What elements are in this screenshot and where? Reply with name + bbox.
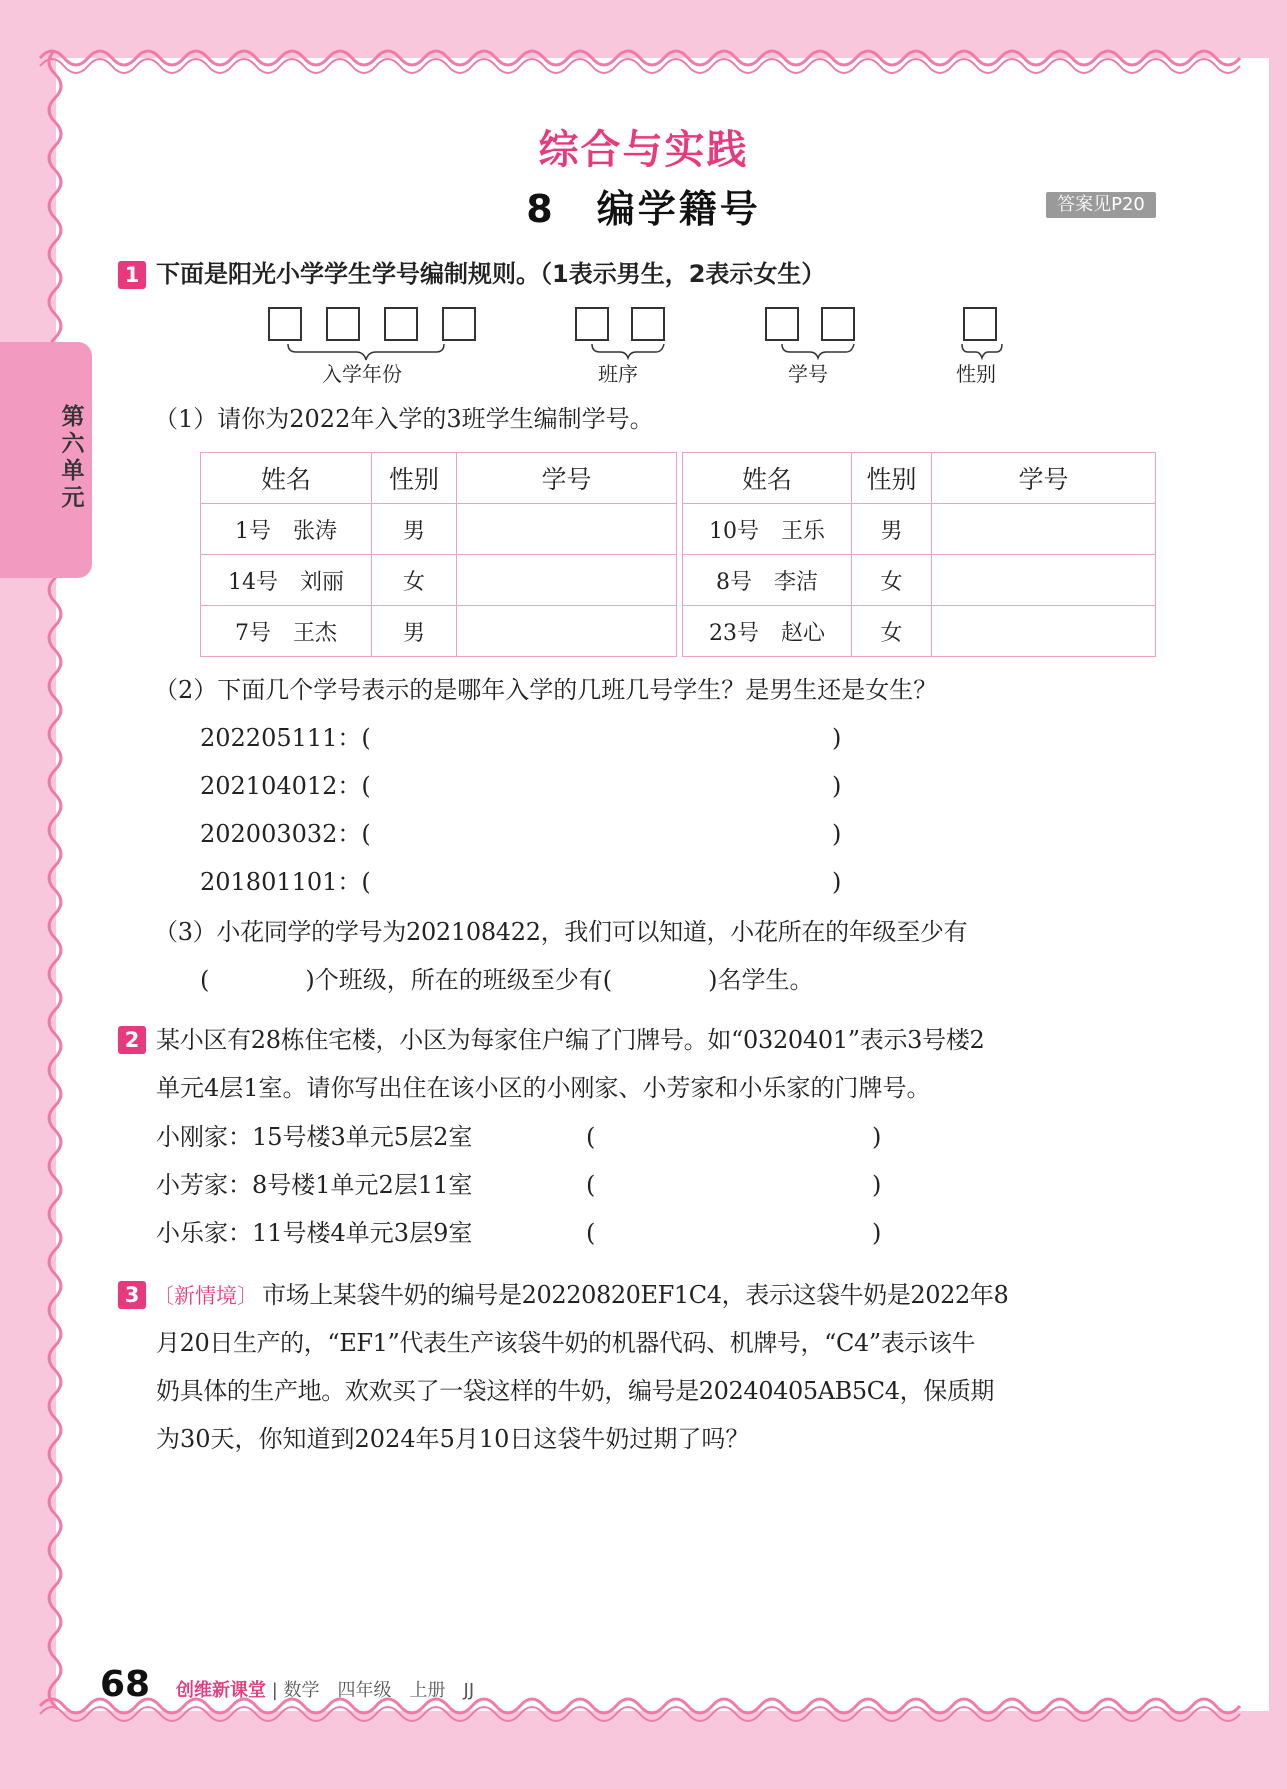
q3-line4: 为30天，你知道到2024年5月10日这袋牛奶过期了吗？ xyxy=(156,1425,750,1453)
student-gender: 女 xyxy=(372,555,457,606)
close-paren: ) xyxy=(872,1219,882,1247)
q2-item-xiaogang: 小刚家：15号楼3单元5层2室 xyxy=(156,1123,473,1151)
q3-line2: 月20日生产的，“EF1”代表生产该袋牛奶的机器代码、机牌号，“C4”表示该牛 xyxy=(156,1329,976,1357)
diagram-braces xyxy=(0,0,1287,380)
question-number-2: 2 xyxy=(118,1026,146,1054)
unit-side-tab-label: 第六单元 xyxy=(61,404,85,511)
student-name: 10号 王乐 xyxy=(683,504,852,555)
q1-stem-text: 下面是阳光小学学生学号编制规则。（1表示男生，2表示女生） xyxy=(156,260,826,288)
q2-line1: 某小区有28栋住宅楼，小区为每家住户编了门牌号。如“0320401”表示3号楼2 xyxy=(156,1026,985,1054)
table-row xyxy=(201,606,677,657)
q2-item-xiaole: 小乐家：11号楼4单元3层9室 xyxy=(156,1219,473,1247)
student-gender: 男 xyxy=(372,606,457,657)
door-number-answer-blank[interactable] xyxy=(602,1169,866,1201)
footer-brand: 创维新课堂 xyxy=(176,1680,266,1701)
student-id-answer-cell[interactable] xyxy=(932,606,1156,657)
student-gender: 男 xyxy=(372,504,457,555)
q3-answer-area[interactable] xyxy=(156,1470,1156,1640)
student-gender: 女 xyxy=(852,606,932,657)
id-close-paren: ) xyxy=(832,772,842,800)
id-item: 202104012：( xyxy=(200,772,371,800)
q1-sub3-line2: ( )个班级，所在的班级至少有( )名学生。 xyxy=(200,966,814,994)
id-answer-blank[interactable] xyxy=(362,818,822,850)
answer-reference-badge: 答案见P20 xyxy=(1046,192,1156,218)
id-close-paren: ) xyxy=(832,820,842,848)
id-close-paren: ) xyxy=(832,868,842,896)
open-paren: ( xyxy=(586,1171,596,1199)
q2-line2: 单元4层1室。请你写出住在该小区的小刚家、小芳家和小乐家的门牌号。 xyxy=(156,1074,931,1102)
page-number: 68 xyxy=(100,1664,151,1705)
door-number-answer-blank[interactable] xyxy=(602,1121,866,1153)
student-name: 23号 赵心 xyxy=(683,606,852,657)
id-answer-blank[interactable] xyxy=(362,866,822,898)
student-id-answer-cell[interactable] xyxy=(932,555,1156,606)
id-answer-blank[interactable] xyxy=(362,770,822,802)
open-paren: ( xyxy=(586,1123,596,1151)
lesson-title: 8 编学籍号 xyxy=(526,187,761,231)
close-paren: ) xyxy=(872,1123,882,1151)
q1-sub3-line1: （3）小花同学的学号为202108422，我们可以知道，小花所在的年级至少有 xyxy=(154,918,968,946)
header-id: 学号 xyxy=(457,453,677,504)
header-gender: 性别 xyxy=(852,453,932,504)
q3-line1: 市场上某袋牛奶的编号是20220820EF1C4，表示这袋牛奶是2022年8 xyxy=(262,1281,1009,1309)
q3-line3: 奶具体的生产地。欢欢买了一袋这样的牛奶，编号是20240405AB5C4，保质期 xyxy=(156,1377,995,1405)
id-item: 202205111：( xyxy=(200,724,371,752)
header-name: 姓名 xyxy=(201,453,372,504)
label-student-number: 学号 xyxy=(788,362,828,386)
student-id-table-right xyxy=(682,452,1156,657)
label-enrollment-year: 入学年份 xyxy=(322,362,402,386)
table-row xyxy=(683,606,1156,657)
section-title: 综合与实践 xyxy=(538,127,749,173)
table-row xyxy=(683,555,1156,606)
table-row xyxy=(201,555,677,606)
student-id-answer-cell[interactable] xyxy=(932,504,1156,555)
open-paren: ( xyxy=(586,1219,596,1247)
student-gender: 男 xyxy=(852,504,932,555)
table-row xyxy=(201,504,677,555)
student-id-answer-cell[interactable] xyxy=(457,555,677,606)
student-name: 8号 李洁 xyxy=(683,555,852,606)
student-id-answer-cell[interactable] xyxy=(457,606,677,657)
question-number-3: 3 xyxy=(118,1281,146,1309)
id-close-paren: ) xyxy=(832,724,842,752)
student-id-answer-cell[interactable] xyxy=(457,504,677,555)
header-id: 学号 xyxy=(932,453,1156,504)
close-paren: ) xyxy=(872,1171,882,1199)
id-answer-blank[interactable] xyxy=(362,722,822,754)
q1-sub2: （2）下面几个学号表示的是哪年入学的几班几号学生？是男生还是女生？ xyxy=(154,676,938,704)
table-row xyxy=(683,504,1156,555)
id-item: 202003032：( xyxy=(200,820,371,848)
student-name: 7号 王杰 xyxy=(201,606,372,657)
q1-sub1: （1）请你为2022年入学的3班学生编制学号。 xyxy=(154,405,654,433)
footer-book-info: | 数学 四年级 上册 JJ xyxy=(271,1680,475,1701)
door-number-answer-blank[interactable] xyxy=(602,1217,866,1249)
student-id-table-left xyxy=(200,452,677,657)
label-class-order: 班序 xyxy=(598,362,638,386)
header-name: 姓名 xyxy=(683,453,852,504)
label-gender: 性别 xyxy=(956,362,996,386)
new-context-tag: 〔新情境〕 xyxy=(153,1284,258,1308)
header-gender: 性别 xyxy=(372,453,457,504)
question-number-1: 1 xyxy=(118,261,146,289)
q2-item-xiaofang: 小芳家：8号楼1单元2层11室 xyxy=(156,1171,473,1199)
footer-info xyxy=(176,1676,474,1702)
student-gender: 女 xyxy=(852,555,932,606)
student-name: 14号 刘丽 xyxy=(201,555,372,606)
id-item: 201801101：( xyxy=(200,868,371,896)
student-name: 1号 张涛 xyxy=(201,504,372,555)
